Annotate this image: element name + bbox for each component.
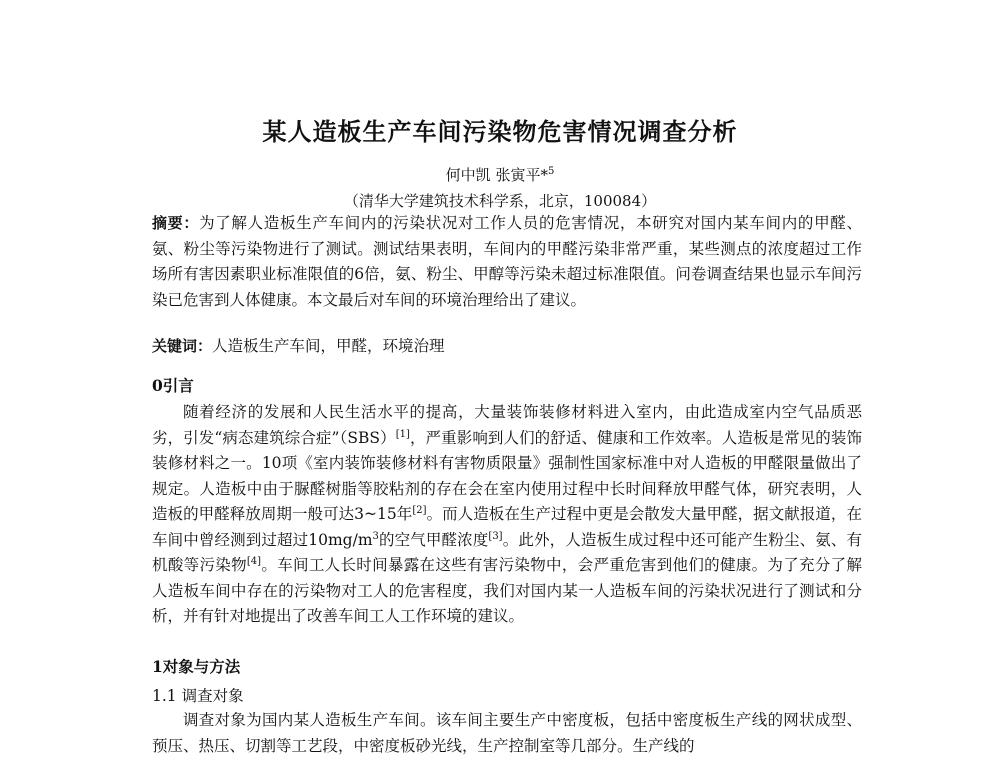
- subject-paragraph: 调查对象为国内某人造板生产车间。该车间主要生产中密度板，包括中密度板生产线的网状成型、预压、热压、切割等工艺段，中密度板砂光线，生产控制室等几部分。生产线的: [152, 711, 862, 755]
- intro-paragraph: [152, 400, 862, 630]
- ref-2: [2]: [412, 504, 427, 516]
- ref-3: [3]: [488, 530, 503, 542]
- ref-1: [1]: [395, 428, 410, 440]
- abstract: [152, 211, 862, 313]
- abstract-text: 为了解人造板生产车间内的污染状况对工作人员的危害情况，本研究对国内某车间内的甲醛、氨、粉尘等污染物进行了测试。测试结果表明，车间内的甲醛污染非常严重，某些测点的浓度超过工作场所有害因素职业标准限值的6倍，氨、粉尘、甲醇等污染未超过标准限值。问卷调查结果也显示车间污染已危害到人体健康。本文最后对车间的环境治理给出了建议。: [152, 214, 862, 309]
- unit-superscript: 3: [372, 530, 379, 542]
- paper-title: 某人造板生产车间污染物危害情况调查分析: [262, 118, 738, 146]
- intro-text-3: 。而人造板在生产过程中更是会散发大量甲醛，据文献报道，在车间中曾经测到过超过10mg/m: [152, 505, 862, 549]
- ref-4: [4]: [246, 555, 262, 567]
- authors: [0, 164, 1000, 185]
- author-names: 何中凯 张寅平*: [445, 166, 548, 184]
- keywords: [152, 334, 862, 360]
- abstract-label: 摘要：: [152, 214, 200, 232]
- intro-text-4: 的空气甲醛浓度: [378, 530, 489, 549]
- keywords-text: 人造板生产车间，甲醛，环境治理: [212, 337, 445, 355]
- intro-text-1: 随着经济的发展和人民生活水平的提高，大量装饰装修材料进入室内，由此造成室内空气品质恶劣，引发“病态建筑综合症”（SBS）: [152, 403, 862, 447]
- keywords-label: 关键词：: [152, 337, 213, 355]
- affiliation: （清华大学建筑技术科学系，北京，100084）: [343, 192, 657, 210]
- section-heading-intro: 0引言: [152, 376, 194, 395]
- intro-text-2: ，严重影响到人们的舒适、健康和工作效率。人造板是常见的装饰装修材料之一。10项《室内装饰装修材料有害物质限量》强制性国家标准中对人造板的甲醛限量做出了规定。人造板中由于脲醛树脂等胶粘剂的存在会在室内使用过程中长时间释放甲醛气体，研究表明，人造板的甲醛释放周期一般可达3~15年: [152, 428, 862, 523]
- intro-text-5: 。此外，人造板生成过程中还可能产生粉尘、氨、有机酸等污染物: [152, 530, 862, 574]
- author-sup: 5: [547, 166, 555, 177]
- intro-text-6: 。车间工人长时间暴露在这些有害污染物中，会严重危害到他们的健康。为了充分了解人造板车间中存在的污染物对工人的危害程度，我们对国内某一人造板车间的污染状况进行了测试和分析，并有针对地提出了改善车间工人工作环境的建议。: [152, 556, 862, 625]
- subsection-heading-subject: 1.1 调查对象: [152, 687, 244, 705]
- section-heading-methods: 1对象与方法: [152, 657, 241, 676]
